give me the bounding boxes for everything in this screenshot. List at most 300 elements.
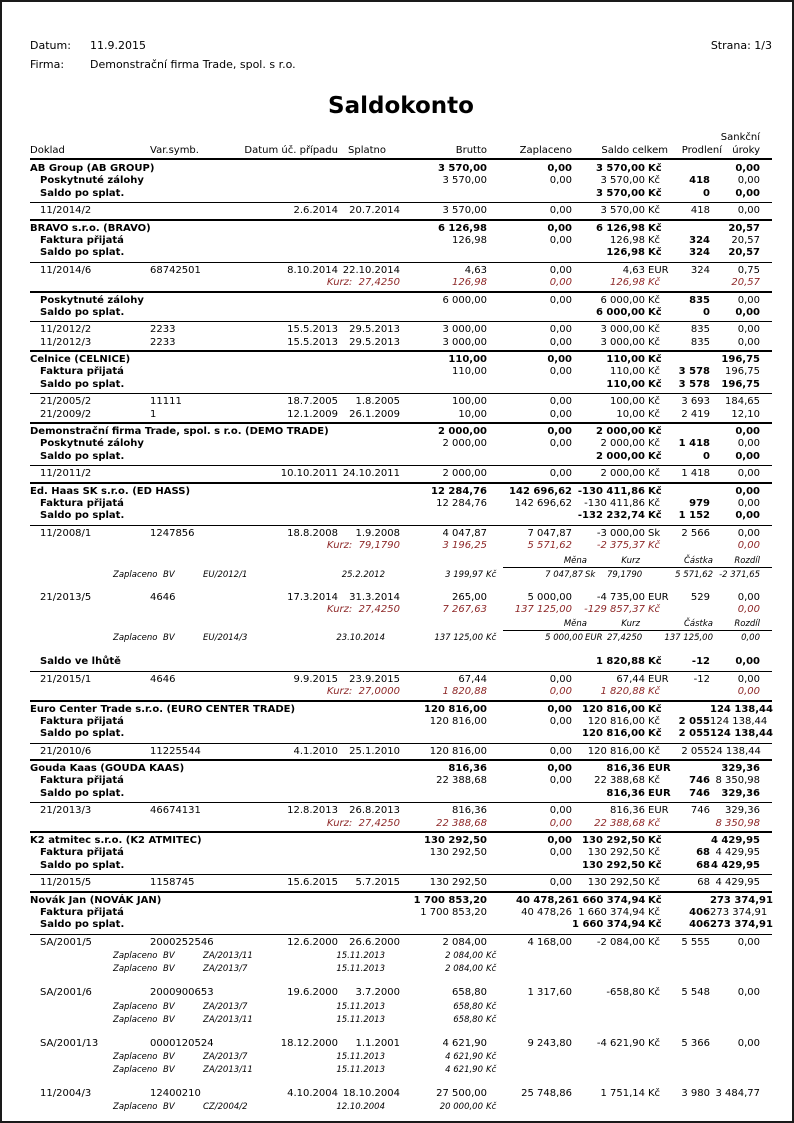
saldo-summary-row <box>30 656 772 668</box>
row-label: Saldo po splat. <box>40 510 125 522</box>
document-id: 21/2013/5 <box>40 591 92 603</box>
saldo-value: 110,00 <box>606 354 645 366</box>
payment-type: BV <box>163 1014 175 1025</box>
brutto-value: 10,00 <box>458 408 487 420</box>
payment-label: Zaplaceno <box>113 951 158 962</box>
currency-code: Kč <box>648 906 661 918</box>
brutto-value: 816,36 <box>448 763 487 775</box>
subcolumn-mena: Měna <box>563 555 587 566</box>
brutto-value <box>400 919 487 931</box>
payment-label: Zaplaceno <box>113 633 158 644</box>
document-id: 21/2005/2 <box>40 396 92 408</box>
accounting-date: 9.9.2015 <box>293 673 338 685</box>
accounting-date: 4.10.2004 <box>287 1087 338 1099</box>
uroky-value: 273 374,91 <box>710 894 773 906</box>
uroky-value: 4 429,95 <box>710 859 760 871</box>
empty-cell <box>30 604 230 616</box>
prodleni-value <box>668 818 710 830</box>
saldo-value: 6 000,00 <box>595 306 645 318</box>
brutto-value: 67,44 <box>458 673 487 685</box>
brutto-value: 120 816,00 <box>424 703 487 715</box>
brutto-value: 130 292,50 <box>429 877 487 889</box>
uroky-value: 196,75 <box>725 366 760 378</box>
payment-amount: 3 199,97 <box>445 569 483 580</box>
due-date: 24.10.2011 <box>342 468 400 480</box>
zaplaceno-value <box>487 247 572 259</box>
brutto-value: 3 000,00 <box>442 324 487 336</box>
payment-currency: Kč <box>486 1001 497 1012</box>
saldo-value: 126,98 <box>610 234 645 246</box>
saldo-summary-row <box>30 510 772 522</box>
document-row <box>30 324 772 336</box>
separator-line <box>30 525 772 526</box>
currency-code: Kč <box>648 497 661 509</box>
variable-symbol: 2233 <box>150 324 176 336</box>
zaplaceno-value: 25 748,86 <box>521 1087 572 1099</box>
document-id: 11/2014/6 <box>40 264 92 276</box>
type-row <box>30 775 772 787</box>
payment-amount: 658,80 <box>453 1014 483 1025</box>
exchange-rate: Kurz: 27,4250 <box>326 277 400 289</box>
payment-amount: 658,80 <box>453 1001 483 1012</box>
document-row <box>30 205 772 217</box>
payment-type: BV <box>163 1001 175 1012</box>
payment-date: 25.2.2012 <box>341 569 385 580</box>
payment-row <box>30 1052 772 1063</box>
brutto-value: 4,63 <box>464 264 487 276</box>
brutto-value: 12 284,76 <box>436 497 487 509</box>
saldo-value: 130 292,50 <box>582 835 645 847</box>
document-row <box>30 528 772 540</box>
zaplaceno-value: 5 571,62 <box>527 540 572 552</box>
due-date: 20.7.2014 <box>349 205 400 217</box>
payment-type: BV <box>163 569 175 580</box>
brutto-value <box>400 247 487 259</box>
exchange-rate-row <box>30 604 772 616</box>
saldo-value: 100,00 <box>610 396 645 408</box>
uroky-value: 329,36 <box>721 763 760 775</box>
brutto-value: 110,00 <box>452 366 487 378</box>
zaplaceno-value: 0,00 <box>549 396 572 408</box>
payment-document-ref: ZA/2013/11 <box>203 1014 253 1025</box>
prodleni-value: 418 <box>689 175 710 187</box>
saldo-value: 126,98 <box>606 247 645 259</box>
brutto-value <box>400 860 487 872</box>
payment-label: Zaplaceno <box>113 1001 158 1012</box>
uroky-value: 0,75 <box>737 264 760 276</box>
uroky-value: 0,00 <box>737 205 760 217</box>
document-row <box>30 396 772 408</box>
uroky-value: 273 374,91 <box>710 919 773 931</box>
saldo-value: -4 621,90 <box>596 1037 645 1049</box>
column-zaplaceno: Zaplaceno <box>519 145 572 156</box>
currency-code: EUR <box>648 787 671 799</box>
exchange-rate-row <box>30 818 772 830</box>
uroky-value: 184,65 <box>725 396 760 408</box>
empty-cell <box>30 277 230 289</box>
zaplaceno-value: 0,00 <box>549 715 572 727</box>
payment-subheader <box>503 556 772 568</box>
uroky-value: 329,36 <box>725 805 760 817</box>
zaplaceno-value: 0,00 <box>549 264 572 276</box>
brutto-value: 22 388,68 <box>436 775 487 787</box>
variable-symbol: 1 <box>150 408 157 420</box>
brutto-value: 3 570,00 <box>437 163 487 174</box>
payment-label: Zaplaceno <box>113 1051 158 1062</box>
payment-fx-detail <box>503 1065 772 1076</box>
report-title: Saldokonto <box>328 93 474 119</box>
uroky-value: 0,00 <box>737 175 760 187</box>
table-header <box>30 131 772 160</box>
due-date: 5.7.2015 <box>355 877 400 889</box>
prodleni-value: 529 <box>690 591 710 603</box>
saldo-value: 6 000,00 <box>600 294 645 306</box>
payment-amount: 20 000,00 <box>439 1102 483 1113</box>
prodleni-value <box>668 604 710 616</box>
saldo-value: 816,36 <box>606 787 645 799</box>
currency-code: Kč <box>648 396 661 408</box>
brutto-value <box>400 307 487 319</box>
prodleni-value: 68 <box>696 859 710 871</box>
payment-fx-detail <box>503 964 772 975</box>
due-date: 26.8.2013 <box>349 805 400 817</box>
payment-document-ref: ZA/2013/7 <box>203 964 248 975</box>
brutto-value: 27 500,00 <box>436 1087 487 1099</box>
saldo-value: 1 660 374,94 <box>572 894 646 906</box>
zaplaceno-value: 0,00 <box>547 426 572 438</box>
variable-symbol: 11225544 <box>150 745 201 757</box>
uroky-value: 0,00 <box>735 485 760 497</box>
uroky-value: 12,10 <box>731 408 760 420</box>
accounting-date: 15.5.2013 <box>287 336 338 348</box>
currency-code: Kč <box>648 426 662 438</box>
saldo-value: 126,98 <box>610 277 645 289</box>
prodleni-value: 0 <box>703 306 710 318</box>
fx-diff: -2 371,65 <box>719 569 760 580</box>
row-label: Saldo po splat. <box>40 919 125 931</box>
separator-line <box>30 802 772 803</box>
brutto-value <box>400 510 487 522</box>
zaplaceno-value: 7 047,87 <box>527 527 572 539</box>
separator-line <box>30 465 772 466</box>
zaplaceno-value: 0,00 <box>549 805 572 817</box>
row-label: Demonstrační firma Trade, spol. s r.o. (DEMO TRADE) <box>30 426 329 438</box>
document-id: SA/2001/6 <box>40 987 92 999</box>
zaplaceno-value <box>487 728 572 740</box>
payment-label: Zaplaceno <box>113 1102 158 1113</box>
row-label: Faktura přijatá <box>40 775 124 787</box>
brutto-value: 126,98 <box>452 277 487 289</box>
document-row <box>30 805 772 817</box>
zaplaceno-value: 0,00 <box>549 817 572 829</box>
payment-row <box>30 1102 772 1113</box>
type-row <box>30 907 772 919</box>
currency-code: EUR <box>648 763 671 775</box>
zaplaceno-value <box>487 860 572 872</box>
zaplaceno-value <box>487 379 572 391</box>
variable-symbol <box>150 205 230 217</box>
currency-code: Kč <box>648 728 662 740</box>
saldo-value: 3 000,00 <box>600 336 645 348</box>
saldo-value: 816,36 <box>606 763 645 775</box>
row-label: Poskytnuté zálohy <box>40 294 144 306</box>
brutto-value: 2 000,00 <box>442 438 487 450</box>
payment-amount: 2 084,00 <box>445 964 483 975</box>
saldo-summary-row <box>30 860 772 872</box>
fx-diff: 0,00 <box>741 633 760 644</box>
payment-date: 23.10.2014 <box>336 633 385 644</box>
zaplaceno-value: 9 243,80 <box>527 1037 572 1049</box>
separator-line <box>30 700 772 702</box>
prodleni-value: 2 055 <box>681 745 710 757</box>
saldo-value: 120 816,00 <box>587 715 645 727</box>
variable-symbol <box>150 468 230 480</box>
payment-type: BV <box>163 1051 175 1062</box>
exchange-rate: Kurz: 27,4250 <box>326 817 400 829</box>
payment-row <box>30 951 772 962</box>
uroky-value: 4 429,95 <box>710 835 760 847</box>
prodleni-value <box>668 704 710 716</box>
payment-label: Zaplaceno <box>113 569 158 580</box>
uroky-value: 0,00 <box>735 450 760 462</box>
row-label: BRAVO s.r.o. (BRAVO) <box>30 222 151 234</box>
uroky-value: 20,57 <box>731 234 760 246</box>
saldo-value: -2 375,37 <box>596 540 645 552</box>
payment-date: 15.11.2013 <box>336 1014 385 1025</box>
prodleni-value: 406 <box>689 906 710 918</box>
zaplaceno-value: 0,00 <box>549 277 572 289</box>
empty-cell <box>30 818 230 830</box>
currency-code: Kč <box>648 894 662 906</box>
payment-row <box>30 1002 772 1013</box>
document-id: 21/2013/3 <box>40 805 92 817</box>
saldo-value: -130 411,86 <box>584 497 645 509</box>
group-row <box>30 354 772 366</box>
row-label: Gouda Kaas (GOUDA KAAS) <box>30 763 185 775</box>
zaplaceno-value <box>487 919 572 931</box>
currency-code: Kč <box>648 187 662 199</box>
payment-currency: Kč <box>486 1014 497 1025</box>
fx-currency: Sk <box>585 569 596 580</box>
zaplaceno-value <box>487 656 572 668</box>
currency-code: EUR <box>648 264 669 276</box>
accounting-date: 12.8.2013 <box>287 805 338 817</box>
saldo-value: 816,36 <box>610 805 645 817</box>
table-header-row <box>30 144 772 157</box>
saldo-value: 1 660 374,94 <box>572 919 646 931</box>
accounting-date: 12.1.2009 <box>287 408 338 420</box>
spacer <box>30 644 772 656</box>
brutto-value: 2 000,00 <box>442 468 487 480</box>
accounting-date: 18.12.2000 <box>280 1037 338 1049</box>
accounting-date: 10.10.2011 <box>280 468 338 480</box>
exchange-rate: Kurz: 79,1790 <box>326 540 400 552</box>
zaplaceno-value: 0,00 <box>549 408 572 420</box>
uroky-value: 3 484,77 <box>715 1087 760 1099</box>
brutto-value: 7 267,63 <box>442 603 487 615</box>
variable-symbol: 4646 <box>150 591 176 603</box>
currency-code: Kč <box>648 450 662 462</box>
group-row <box>30 163 772 175</box>
saldo-value: -132 232,74 <box>577 510 645 522</box>
row-label: Saldo po splat. <box>40 728 125 740</box>
prodleni-value <box>668 686 710 698</box>
document-row <box>30 265 772 277</box>
zaplaceno-value: 142 696,62 <box>509 485 572 497</box>
uroky-value: 329,36 <box>721 787 760 799</box>
uroky-value: 8 350,98 <box>715 817 760 829</box>
currency-code: Kč <box>648 1087 661 1099</box>
prodleni-value: 3 578 <box>678 366 710 378</box>
uroky-value: 0,00 <box>737 540 760 552</box>
column-prodleni: Prodlení <box>681 145 722 156</box>
saldo-summary-row <box>30 788 772 800</box>
currency-code: Kč <box>648 222 662 234</box>
meta-row-date <box>30 36 772 55</box>
variable-symbol: 4646 <box>150 673 176 685</box>
saldo-value: 1 820,88 <box>595 656 645 668</box>
group-row <box>30 835 772 847</box>
saldo-summary-row <box>30 379 772 391</box>
variable-symbol: 0000120524 <box>150 1037 214 1049</box>
payment-document-ref: ZA/2013/7 <box>203 1001 248 1012</box>
row-label: Saldo po splat. <box>40 247 125 259</box>
prodleni-value: 1 418 <box>681 468 710 480</box>
uroky-value: 0,00 <box>737 324 760 336</box>
saldo-value: 2 000,00 <box>595 426 645 438</box>
variable-symbol: 12400210 <box>150 1087 201 1099</box>
prodleni-value: 835 <box>690 324 710 336</box>
saldo-value: 67,44 <box>616 673 645 685</box>
currency-code: Kč <box>648 175 661 187</box>
brutto-value: 110,00 <box>448 354 487 366</box>
firm-value: Demonstrační firma Trade, spol. s r.o. <box>90 58 296 71</box>
prodleni-value <box>668 895 710 907</box>
fx-amount: 5 000,00 <box>545 633 583 644</box>
prodleni-value: 5 555 <box>681 936 710 948</box>
row-label: Saldo po splat. <box>40 859 125 871</box>
payment-row <box>30 1015 772 1026</box>
saldo-summary-row <box>30 728 772 740</box>
payment-date: 15.11.2013 <box>336 1001 385 1012</box>
prodleni-value: 0 <box>703 187 710 199</box>
separator-line <box>30 482 772 484</box>
payment-currency: Kč <box>486 1064 497 1075</box>
column-varsymb: Var.symb. <box>150 145 199 156</box>
separator-line <box>30 262 772 263</box>
brutto-value <box>400 656 487 668</box>
payment-document-ref: EU/2014/3 <box>203 633 248 644</box>
currency-code: Kč <box>648 859 662 871</box>
uroky-value: 0,00 <box>737 686 760 698</box>
group-row <box>30 704 772 716</box>
accounting-date: 19.6.2000 <box>287 987 338 999</box>
uroky-value: 24 138,44 <box>710 745 761 757</box>
separator-line <box>30 219 772 221</box>
payment-currency: Kč <box>486 1102 497 1113</box>
report-meta <box>30 36 772 74</box>
brutto-value: 4 047,87 <box>442 527 487 539</box>
uroky-value: 20,57 <box>728 222 760 234</box>
prodleni-value: 1 418 <box>678 438 710 450</box>
group-row <box>30 426 772 438</box>
brutto-value: 120 816,00 <box>429 745 487 757</box>
exchange-rate-row <box>30 277 772 289</box>
column-splatno: Splatno <box>348 145 386 156</box>
saldo-value: 120 816,00 <box>582 703 645 715</box>
zaplaceno-value: 0,00 <box>549 205 572 217</box>
saldo-value: -4 735,00 <box>596 591 645 603</box>
prodleni-value: 835 <box>690 336 710 348</box>
currency-code: Kč <box>648 366 661 378</box>
currency-code: Kč <box>648 540 661 552</box>
separator-line <box>30 422 772 424</box>
row-label: Saldo po splat. <box>40 378 125 390</box>
payment-fx-detail <box>503 1015 772 1026</box>
document-id: SA/2001/13 <box>40 1037 99 1049</box>
due-date: 1.9.2008 <box>355 527 400 539</box>
prodleni-value: 324 <box>689 247 710 259</box>
payment-label: Zaplaceno <box>113 1064 158 1075</box>
firm-label: Firma: <box>30 58 65 71</box>
document-row <box>30 468 772 480</box>
document-id: 11/2015/5 <box>40 877 92 889</box>
payment-currency: Kč <box>486 569 497 580</box>
type-row <box>30 847 772 859</box>
payment-row <box>30 964 772 975</box>
uroky-value: 0,00 <box>737 591 760 603</box>
row-label: Saldo po splat. <box>40 187 125 199</box>
type-row <box>30 716 772 728</box>
exchange-rate-row <box>30 686 772 698</box>
document-id: SA/2001/5 <box>40 936 92 948</box>
prodleni-value: 746 <box>689 787 710 799</box>
row-label: Faktura přijatá <box>40 366 124 378</box>
document-id: 21/2009/2 <box>40 408 92 420</box>
currency-code: Kč <box>648 378 662 390</box>
payment-currency: Kč <box>486 951 497 962</box>
exchange-rate: Kurz: 27,0000 <box>326 686 400 698</box>
currency-code: Kč <box>648 817 661 829</box>
type-row <box>30 366 772 378</box>
payment-date: 15.11.2013 <box>336 1051 385 1062</box>
subcolumn-rozdil: Rozdíl <box>734 555 760 566</box>
zaplaceno-value: 1 317,60 <box>527 987 572 999</box>
meta-row-firm <box>30 55 772 74</box>
uroky-value: 0,00 <box>735 510 760 522</box>
column-doklad: Doklad <box>30 145 65 156</box>
row-label: Saldo po splat. <box>40 787 125 799</box>
currency-code: Kč <box>648 775 661 787</box>
zaplaceno-value: 0,00 <box>549 847 572 859</box>
saldo-value: 130 292,50 <box>587 847 645 859</box>
prodleni-value: 324 <box>690 264 710 276</box>
saldo-summary-row <box>30 247 772 259</box>
row-label: Saldo po splat. <box>40 450 125 462</box>
payment-date: 15.11.2013 <box>336 964 385 975</box>
document-row <box>30 674 772 686</box>
saldo-value: 3 570,00 <box>600 175 645 187</box>
currency-code: Kč <box>648 306 662 318</box>
zaplaceno-value: 0,00 <box>549 877 572 889</box>
document-row <box>30 987 772 999</box>
payment-amount: 4 621,90 <box>445 1051 483 1062</box>
prodleni-value <box>668 354 710 366</box>
exchange-rate-row <box>30 540 772 552</box>
brutto-value: 2 000,00 <box>437 426 487 438</box>
prodleni-value: 324 <box>689 234 710 246</box>
currency-code: Kč <box>648 877 661 889</box>
